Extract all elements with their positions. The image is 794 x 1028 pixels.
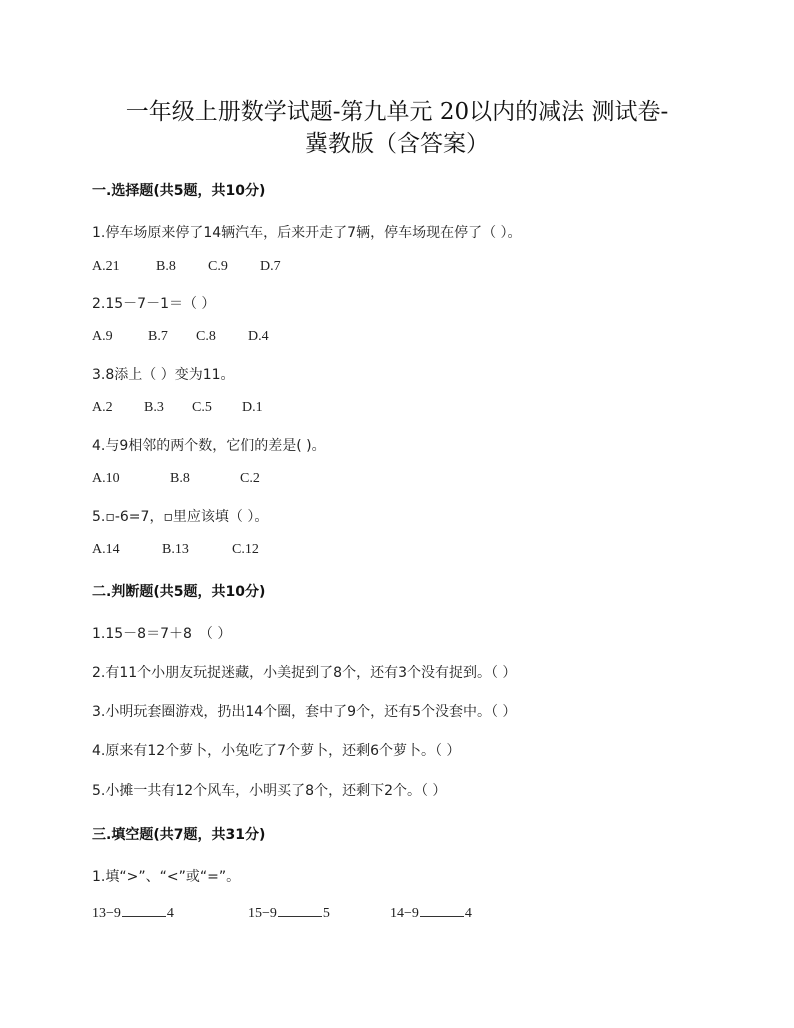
option: A.14	[92, 542, 120, 557]
question-text: 1.15－8＝7＋8 （ ）	[92, 626, 232, 642]
fill-item	[92, 904, 174, 922]
question-text: 5.▫-6=7，▫里应该填（ ）。	[92, 509, 269, 525]
section-heading-fill: 三.填空题(共7题，共31分)	[92, 827, 266, 843]
page-title-line-2: 冀教版（含答案）	[305, 131, 489, 157]
question-text: 3.8添上（ ）变为11。	[92, 367, 235, 383]
option: D.1	[242, 400, 263, 415]
option: C.12	[232, 542, 259, 557]
option: C.8	[196, 329, 216, 344]
fill-item-expression: 15−9	[248, 906, 277, 921]
option: B.8	[170, 471, 190, 486]
question-text: 2.15－7－1＝（ ）	[92, 296, 216, 312]
option: A.21	[92, 259, 120, 274]
option: C.2	[240, 471, 260, 486]
fill-item-expression: 14−9	[390, 906, 419, 921]
option: B.3	[144, 400, 164, 415]
fill-item-value: 4	[166, 906, 174, 921]
question-text: 1.填“>”、“<”或“=”。	[92, 869, 241, 885]
question-text: 3.小明玩套圈游戏，扔出14个圈，套中了9个，还有5个没套中。（ ）	[92, 704, 517, 720]
answer-blank[interactable]	[122, 904, 166, 917]
question-text: 4.原来有12个萝卜，小兔吃了7个萝卜，还剩6个萝卜。（ ）	[92, 743, 461, 759]
option: B.8	[156, 259, 176, 274]
question-text: 2.有11个小朋友玩捉迷藏，小美捉到了8个，还有3个没有捉到。（ ）	[92, 665, 517, 681]
section-heading-choice: 一.选择题(共5题，共10分)	[92, 183, 266, 199]
section-heading-judgment: 二.判断题(共5题，共10分)	[92, 584, 266, 600]
option: A.9	[92, 329, 113, 344]
option: D.7	[260, 259, 281, 274]
answer-blank[interactable]	[420, 904, 464, 917]
fill-item-value: 5	[322, 906, 330, 921]
option: B.13	[162, 542, 189, 557]
option: C.9	[208, 259, 228, 274]
option: B.7	[148, 329, 168, 344]
page-title-line-1: 一年级上册数学试题-第九单元 20以内的减法 测试卷-	[125, 99, 669, 125]
fill-item-value: 4	[464, 906, 472, 921]
option: A.2	[92, 400, 113, 415]
option: A.10	[92, 471, 120, 486]
option: C.5	[192, 400, 212, 415]
question-text: 5.小摊一共有12个风车，小明买了8个，还剩下2个。（ ）	[92, 783, 447, 799]
fill-item-expression: 13−9	[92, 906, 121, 921]
question-text: 1.停车场原来停了14辆汽车，后来开走了7辆，停车场现在停了（ ）。	[92, 225, 522, 241]
fill-item	[390, 904, 472, 922]
fill-item	[248, 904, 330, 922]
question-text: 4.与9相邻的两个数，它们的差是( )。	[92, 438, 326, 454]
answer-blank[interactable]	[278, 904, 322, 917]
option: D.4	[248, 329, 269, 344]
